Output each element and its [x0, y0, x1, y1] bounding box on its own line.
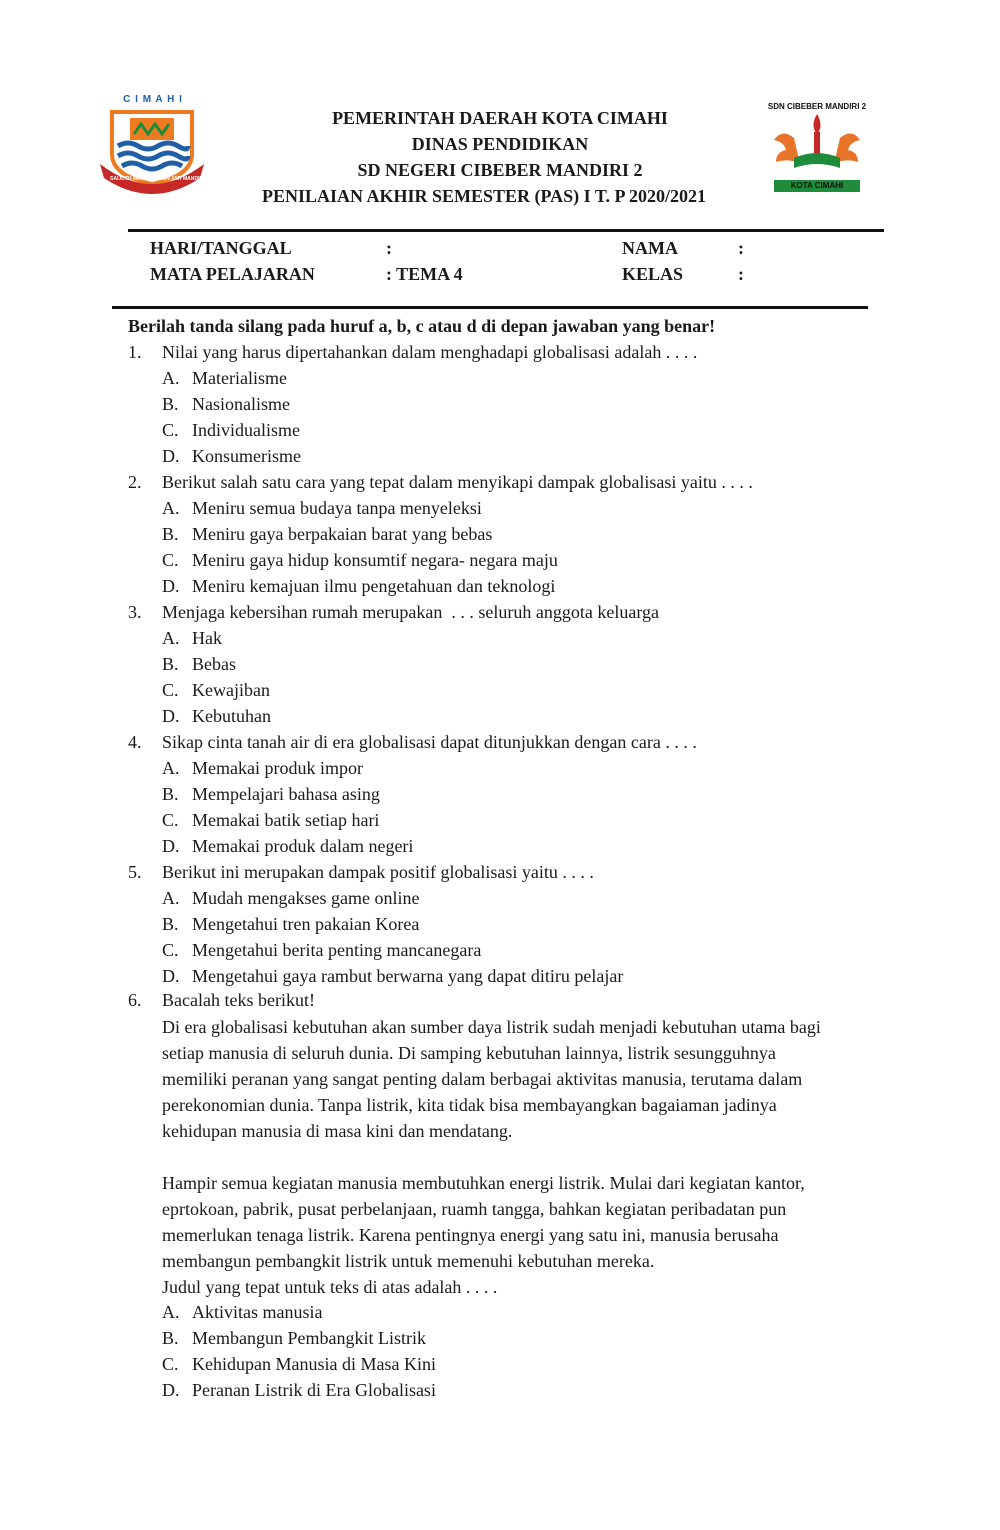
option[interactable] [162, 368, 287, 389]
value-mata-pelajaran: : TEMA 4 [386, 264, 463, 284]
cimahi-logo-title: C I M A H I [123, 94, 183, 105]
option[interactable] [162, 966, 623, 987]
option[interactable] [162, 914, 419, 935]
school-logo-arc-text: SDN CIBEBER MANDIRI 2 [767, 102, 867, 111]
option-text: Kehidupan Manusia di Masa Kini [192, 1354, 436, 1374]
option[interactable] [162, 1354, 436, 1375]
header-exam-title: PENILAIAN AKHIR SEMESTER (PAS) I T. P 2020/2021 [261, 186, 707, 206]
passage-line: setiap manusia di seluruh dunia. Di samping kebutuhan lainnya, listrik sesungguhnya [162, 1043, 776, 1063]
option-letter: D. [162, 1380, 180, 1400]
option-text: Mengetahui gaya rambut berwarna yang dapat ditiru pelajar [192, 966, 624, 986]
option[interactable] [162, 446, 301, 467]
option-letter: C. [162, 810, 179, 830]
question-text: Berikut ini merupakan dampak positif globalisasi yaitu . . . . [162, 862, 594, 882]
passage-line: kehidupan manusia di masa kini dan mendatang. [162, 1121, 513, 1141]
label-kelas: KELAS [622, 264, 684, 284]
header-department: DINAS PENDIDIKAN [411, 134, 589, 154]
option-letter: B. [162, 1328, 179, 1348]
option[interactable] [162, 888, 419, 909]
passage-line: perekonomian dunia. Tanpa listrik, kita tidak bisa membayangkan bagaiaman jadinya [162, 1095, 777, 1115]
option-letter: B. [162, 524, 179, 544]
school-logo-ribbon: KOTA CIMAHI [790, 181, 844, 190]
option-text: Konsumerisme [192, 446, 301, 466]
option[interactable] [162, 524, 492, 545]
option-text: Mengetahui berita penting mancanegara [192, 940, 482, 960]
option-letter: A. [162, 498, 180, 518]
question-number: 2. [128, 472, 142, 492]
option-text: Meniru gaya berpakaian barat yang bebas [192, 524, 493, 544]
option-letter: A. [162, 628, 180, 648]
option[interactable] [162, 680, 270, 701]
option-text: Materialisme [192, 368, 287, 388]
option[interactable] [162, 628, 222, 649]
option-letter: A. [162, 368, 180, 388]
option-text: Memakai produk dalam negeri [192, 836, 414, 856]
question-prompt: Judul yang tepat untuk teks di atas adalah . . . . [162, 1277, 498, 1297]
option[interactable] [162, 940, 481, 961]
question-number: 5. [128, 862, 142, 882]
option[interactable] [162, 576, 555, 597]
option-text: Kebutuhan [192, 706, 271, 726]
option-letter: C. [162, 680, 179, 700]
option-letter: C. [162, 420, 179, 440]
option[interactable] [162, 420, 300, 441]
option-text: Membangun Pembangkit Listrik [192, 1328, 426, 1348]
label-hari-tanggal: HARI/TANGGAL [150, 238, 292, 258]
value-hari-tanggal: : [386, 238, 392, 258]
question-text: Sikap cinta tanah air di era globalisasi dapat ditunjukkan dengan cara . . . . [162, 732, 697, 752]
option-letter: B. [162, 654, 179, 674]
option[interactable] [162, 758, 363, 779]
option[interactable] [162, 784, 380, 805]
option[interactable] [162, 836, 413, 857]
option[interactable] [162, 394, 290, 415]
option-letter: A. [162, 1302, 180, 1322]
value-nama: : [738, 238, 744, 258]
reading-passage-2 [162, 1170, 805, 1300]
option-letter: D. [162, 966, 180, 986]
option-text: Kewajiban [192, 680, 270, 700]
option[interactable] [162, 706, 271, 727]
option-text: Mudah mengakses game online [192, 888, 420, 908]
option[interactable] [162, 654, 236, 675]
option-text: Meniru gaya hidup konsumtif negara- negara maju [192, 550, 558, 570]
option-letter: D. [162, 836, 180, 856]
option-text: Aktivitas manusia [192, 1302, 323, 1322]
option-text: Nasionalisme [192, 394, 290, 414]
option-text: Memakai batik setiap hari [192, 810, 380, 830]
passage-line: memerlukan tenaga listrik. Karena pentingnya energi yang satu ini, manusia berusaha [162, 1225, 779, 1245]
question-number: 3. [128, 602, 142, 622]
passage-line: memiliki peranan yang sangat penting dalam berbagai aktivitas manusia, terutama dalam [162, 1069, 803, 1089]
option-text: Mempelajari bahasa asing [192, 784, 380, 804]
option-letter: D. [162, 706, 180, 726]
option[interactable] [162, 1380, 436, 1401]
question-text: Nilai yang harus dipertahankan dalam menghadapi globalisasi adalah . . . . [162, 342, 698, 362]
option[interactable] [162, 550, 558, 571]
option[interactable] [162, 1328, 426, 1349]
option[interactable] [162, 498, 482, 519]
option-letter: B. [162, 914, 179, 934]
label-nama: NAMA [622, 238, 678, 258]
option-text: Individualisme [192, 420, 300, 440]
option-text: Bebas [192, 654, 236, 674]
option-text: Meniru semua budaya tanpa menyeleksi [192, 498, 482, 518]
option-letter: D. [162, 576, 180, 596]
question-number: 4. [128, 732, 142, 752]
option-text: Peranan Listrik di Era Globalisasi [192, 1380, 436, 1400]
option-text: Mengetahui tren pakaian Korea [192, 914, 420, 934]
instruction: Berilah tanda silang pada huruf a, b, c atau d di depan jawaban yang benar! [128, 316, 716, 336]
option-letter: B. [162, 394, 179, 414]
option-letter: D. [162, 446, 180, 466]
option-letter: B. [162, 784, 179, 804]
option-text: Memakai produk impor [192, 758, 363, 778]
header-government: PEMERINTAH DAERAH KOTA CIMAHI [332, 108, 668, 128]
label-mata-pelajaran: MATA PELAJARAN [150, 264, 315, 284]
cimahi-logo-motto: SAIJUTU MUNI WANGUN JATI MANDIRI [110, 176, 205, 182]
passage-line: Di era globalisasi kebutuhan akan sumber daya listrik sudah menjadi kebutuhan utama bagi [162, 1017, 821, 1037]
question-text: Berikut salah satu cara yang tepat dalam menyikapi dampak globalisasi yaitu . . . . [162, 472, 753, 492]
header-divider-bottom [112, 306, 868, 309]
option[interactable] [162, 810, 379, 831]
question-number: 6. [128, 990, 142, 1010]
option-text: Meniru kemajuan ilmu pengetahuan dan teknologi [192, 576, 556, 596]
option-letter: C. [162, 1354, 179, 1374]
passage-line: eprtokoan, pabrik, pusat perbelanjaan, ruamh tangga, bahkan kegiatan peribadatan pun [162, 1199, 787, 1219]
option-letter: C. [162, 550, 179, 570]
passage-line: Hampir semua kegiatan manusia membutuhkan energi listrik. Mulai dari kegiatan kantor, [162, 1173, 805, 1193]
question-number: 1. [128, 342, 142, 362]
header-school: SD NEGERI CIBEBER MANDIRI 2 [357, 160, 643, 180]
option-letter: C. [162, 940, 179, 960]
header-divider-top [128, 229, 884, 232]
option-letter: A. [162, 888, 180, 908]
reading-passage-1 [162, 1014, 821, 1144]
question-text: Bacalah teks berikut! [162, 990, 315, 1010]
passage-line: membangun pembangkit listrik untuk memenuhi kebutuhan mereka. [162, 1251, 655, 1271]
value-kelas: : [738, 264, 744, 284]
option[interactable] [162, 1302, 322, 1323]
question-text: Menjaga kebersihan rumah merupakan . . . seluruh anggota keluarga [162, 602, 659, 622]
option-letter: A. [162, 758, 180, 778]
option-text: Hak [192, 628, 222, 648]
